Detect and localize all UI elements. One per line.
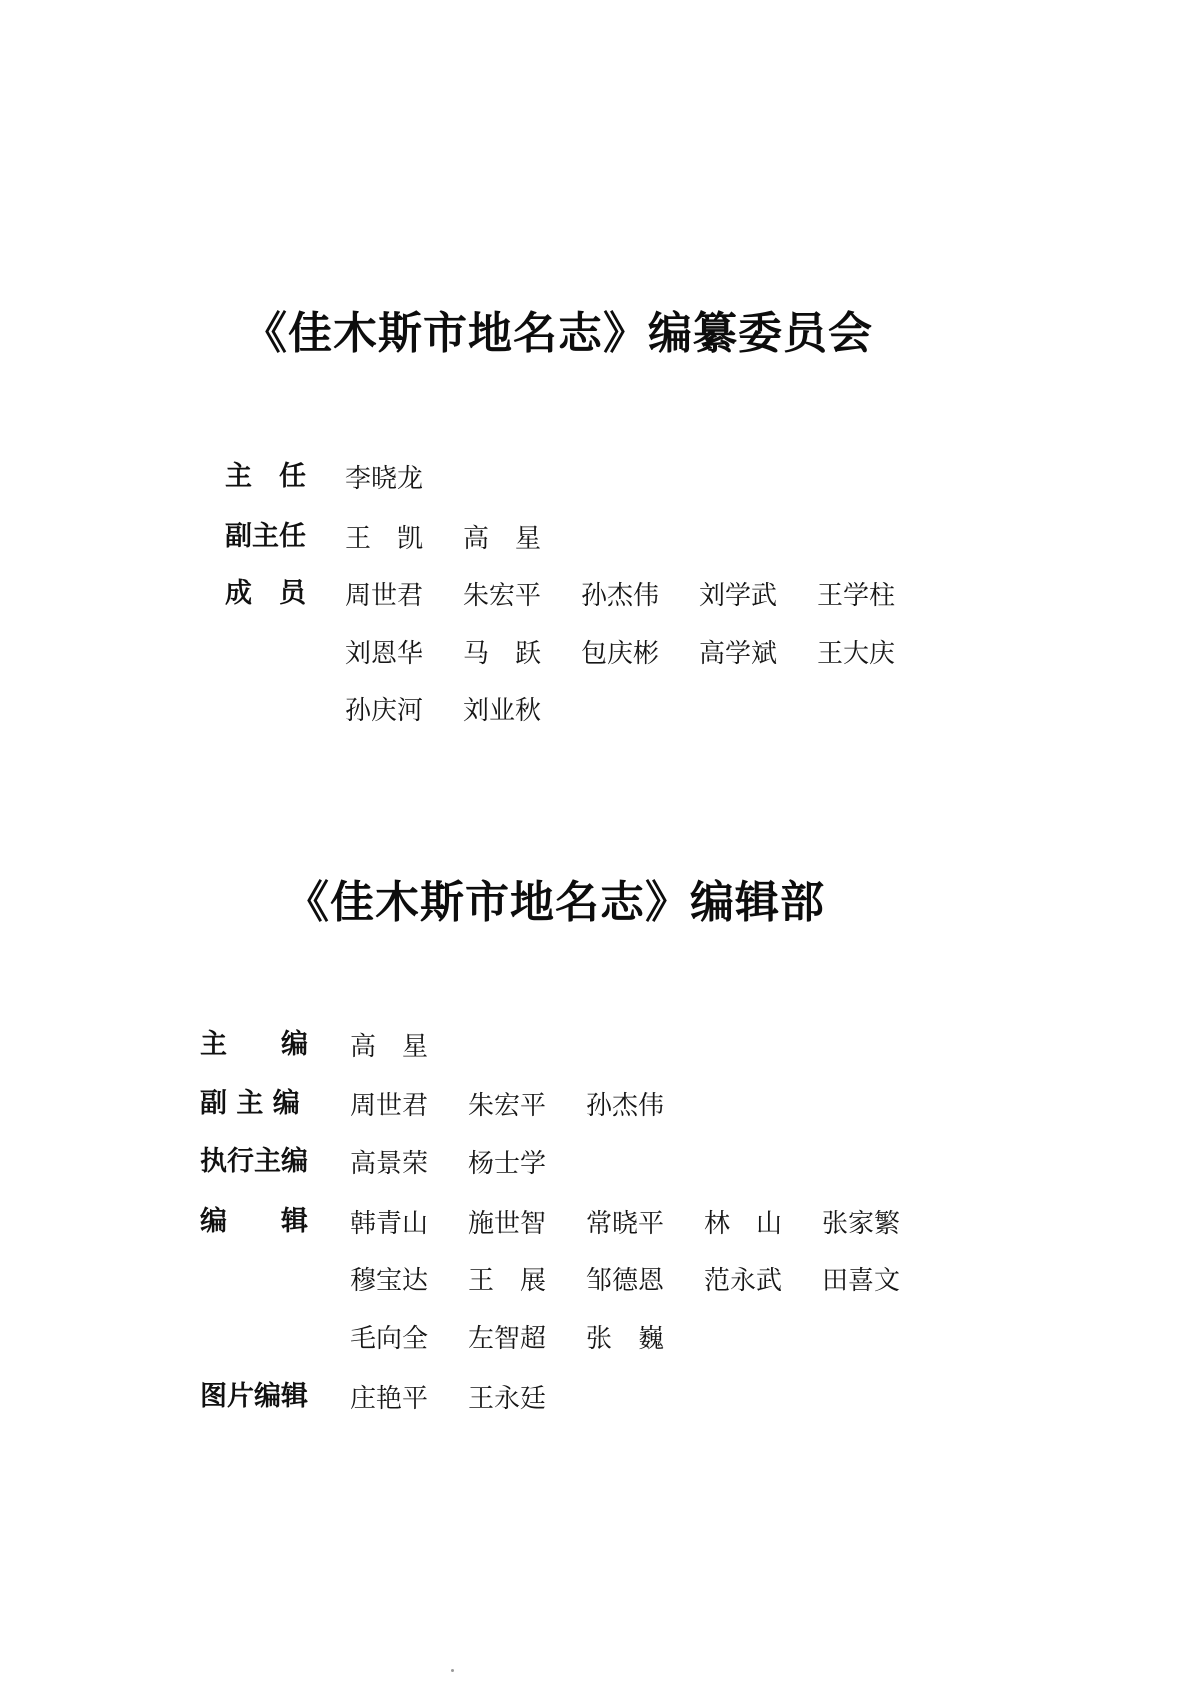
person-name: 王永廷	[468, 1384, 547, 1414]
editorial-title: 《佳木斯市地名志》编辑部	[285, 877, 825, 928]
editorial-row	[200, 1262, 940, 1302]
person-name: 庄艳平	[350, 1384, 429, 1414]
role-label: 执行主编	[200, 1146, 308, 1177]
person-name: 孙杰伟	[586, 1091, 665, 1121]
committee-row	[225, 635, 935, 675]
person-name: 刘业秋	[463, 696, 542, 726]
person-name: 王大庆	[817, 639, 896, 669]
person-name: 左智超	[468, 1324, 547, 1354]
role-label: 主 任	[225, 461, 306, 492]
person-name: 田喜文	[822, 1266, 901, 1296]
person-name: 常晓平	[586, 1209, 665, 1239]
person-name: 刘学武	[699, 581, 778, 611]
editorial-row	[200, 1028, 940, 1068]
person-name: 范永武	[704, 1266, 783, 1296]
role-label: 图片编辑	[200, 1381, 308, 1412]
person-name: 韩青山	[350, 1209, 429, 1239]
person-name: 高 星	[350, 1032, 429, 1062]
person-name: 李晓龙	[345, 464, 424, 494]
person-name: 周世君	[350, 1091, 429, 1121]
person-name: 张家繁	[822, 1209, 901, 1239]
person-name: 马 跃	[463, 639, 542, 669]
person-name: 王学柱	[817, 581, 896, 611]
editorial-row	[200, 1320, 940, 1360]
editorial-row	[200, 1145, 940, 1185]
editorial-row	[200, 1087, 940, 1127]
person-name: 朱宏平	[463, 581, 542, 611]
person-name: 孙杰伟	[581, 581, 660, 611]
scan-speck	[451, 1669, 454, 1672]
committee-row	[225, 577, 935, 617]
committee-row	[225, 692, 935, 732]
person-name: 王 展	[468, 1266, 547, 1296]
person-name: 朱宏平	[468, 1091, 547, 1121]
person-name: 邹德恩	[586, 1266, 665, 1296]
role-label: 成 员	[225, 578, 306, 609]
person-name: 林 山	[704, 1209, 783, 1239]
committee-title: 《佳木斯市地名志》编纂委员会	[243, 308, 873, 359]
editorial-row	[200, 1205, 940, 1245]
person-name: 刘恩华	[345, 639, 424, 669]
committee-row	[225, 460, 935, 500]
person-name: 包庆彬	[581, 639, 660, 669]
committee-row	[225, 520, 935, 560]
person-name: 毛向全	[350, 1324, 429, 1354]
person-name: 施世智	[468, 1209, 547, 1239]
role-label: 副 主 编	[200, 1088, 300, 1119]
person-name: 王 凯	[345, 524, 424, 554]
role-label: 编 辑	[200, 1206, 308, 1237]
person-name: 高学斌	[699, 639, 778, 669]
person-name: 穆宝达	[350, 1266, 429, 1296]
person-name: 杨士学	[468, 1149, 547, 1179]
person-name: 孙庆河	[345, 696, 424, 726]
person-name: 高景荣	[350, 1149, 429, 1179]
person-name: 张 巍	[586, 1324, 665, 1354]
person-name: 周世君	[345, 581, 424, 611]
role-label: 主 编	[200, 1029, 308, 1060]
editorial-row	[200, 1380, 940, 1420]
role-label: 副主任	[225, 521, 306, 552]
person-name: 高 星	[463, 524, 542, 554]
